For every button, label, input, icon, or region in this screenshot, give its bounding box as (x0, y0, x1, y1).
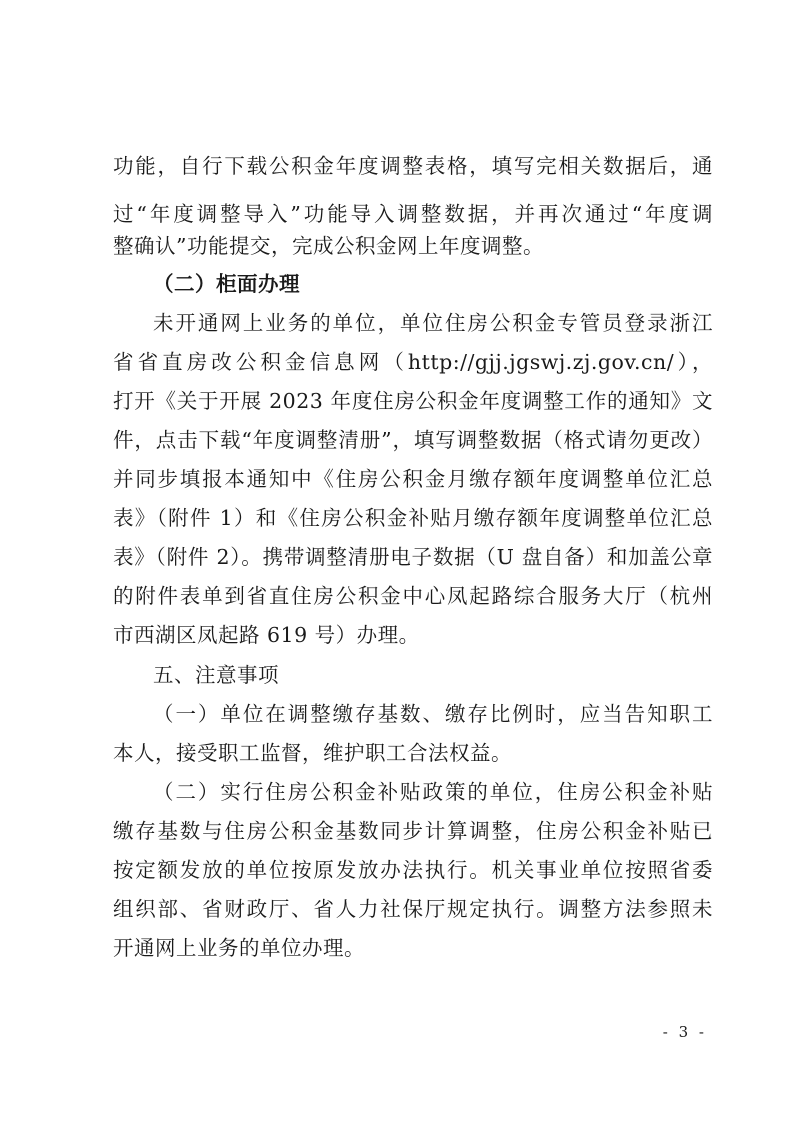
paragraph-line: 组织部、省财政厅、省人力社保厅规定执行。调整方法参照未 (113, 897, 713, 921)
paragraph-line: 过“年度调整导入”功能导入调整数据，并再次通过“年度调 (113, 202, 713, 226)
section-heading: 五、注意事项 (153, 663, 279, 687)
paragraph-line: 开通网上业务的单位办理。 (113, 936, 365, 960)
paragraph-line: 按定额发放的单位按原发放办法执行。机关事业单位按照省委 (113, 858, 713, 882)
paragraph-line: 件，点击下载“年度调整清册”，填写调整数据（格式请勿更改） (113, 428, 713, 452)
paragraph-line: 打开《关于开展 2023 年度住房公积金年度调整工作的通知》文 (113, 389, 713, 413)
paragraph-line: 功能，自行下载公积金年度调整表格，填写完相关数据后，通 (113, 154, 713, 178)
paragraph-line: 本人，接受职工监督，维护职工合法权益。 (113, 741, 512, 765)
paragraph-line: 缴存基数与住房公积金基数同步计算调整，住房公积金补贴已 (113, 819, 713, 843)
page-number: - 3 - (662, 1023, 707, 1041)
paragraph-line: （一）单位在调整缴存基数、缴存比例时，应当告知职工 (153, 702, 713, 726)
paragraph-line: 整确认”功能提交，完成公积金网上年度调整。 (113, 234, 544, 258)
paragraph-line: 市西湖区凤起路 619 号）办理。 (113, 623, 420, 647)
paragraph-line: 表》（附件 2）。携带调整清册电子数据（U 盘自备）和加盖公章 (113, 545, 713, 569)
section-heading: （二）柜面办理 (153, 272, 300, 296)
paragraph-line: 表》（附件 1）和《住房公积金补贴月缴存额年度调整单位汇总 (113, 506, 713, 530)
paragraph-line: 的附件表单到省直住房公积金中心凤起路综合服务大厅（杭州 (113, 584, 713, 608)
paragraph-line: 省省直房改公积金信息网（http://gjj.jgswj.zj.gov.cn/）， (113, 350, 713, 374)
paragraph-line: 未开通网上业务的单位，单位住房公积金专管员登录浙江 (153, 311, 713, 335)
paragraph-line: 并同步填报本通知中《住房公积金月缴存额年度调整单位汇总 (113, 467, 713, 491)
paragraph-line: （二）实行住房公积金补贴政策的单位，住房公积金补贴 (153, 780, 713, 804)
